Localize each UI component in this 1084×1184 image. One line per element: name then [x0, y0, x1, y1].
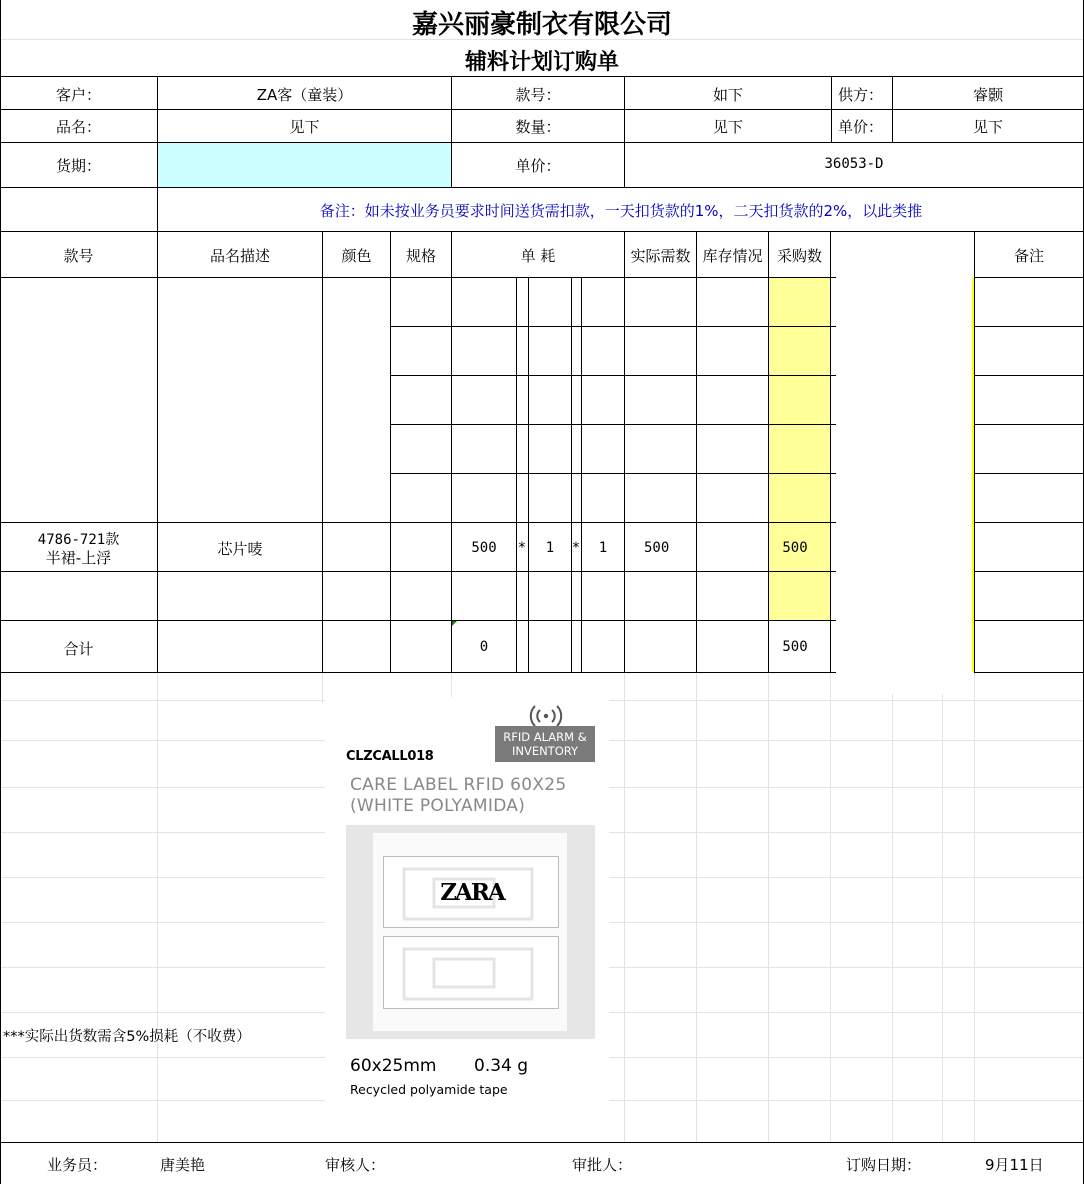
loss-note: ***实际出货数需含5%损耗（不收费）: [3, 1029, 251, 1045]
badge-line-1: RFID ALARM &: [503, 730, 587, 744]
quantity-label: 数量：: [515, 118, 561, 136]
item-style-no[interactable]: 4786-721款: [37, 532, 120, 548]
header-color: 颜色: [341, 247, 372, 265]
product-size: 60x25mm: [350, 1056, 437, 1076]
item-factor-1[interactable]: 1: [545, 540, 555, 556]
header-purchase: 采购数: [776, 247, 822, 265]
unit-price-label: 单价：: [838, 118, 884, 136]
label-photo: [346, 825, 595, 1039]
total-purchase: 500: [782, 639, 808, 655]
customer-label: 客户：: [55, 86, 101, 104]
product-image: [325, 697, 609, 1110]
customer-value[interactable]: ZA客（童装）: [256, 86, 353, 104]
product-value[interactable]: 见下: [289, 118, 320, 136]
quantity-value[interactable]: 见下: [712, 118, 743, 136]
style-value[interactable]: 如下: [712, 86, 743, 104]
delivery-label: 货期：: [55, 157, 101, 175]
label-tag-top: [383, 856, 559, 928]
brand-logo: ZARA: [440, 879, 504, 906]
product-weight: 0.34 g: [474, 1056, 529, 1076]
item-description[interactable]: 芯片唛: [217, 540, 263, 558]
supplier-value[interactable]: 睿颢: [972, 86, 1003, 104]
supplier-label: 供方：: [838, 86, 884, 104]
rfid-badge: [495, 726, 595, 762]
unit-price-label-2: 单价：: [515, 157, 561, 175]
cell-comment-marker: [452, 621, 457, 626]
salesperson-value[interactable]: 唐美艳: [160, 1156, 206, 1174]
product-label: 品名：: [55, 118, 101, 136]
salesperson-label: 业务员：: [47, 1156, 108, 1174]
product-title-line-2: (WHITE POLYAMIDA): [350, 796, 526, 816]
header-style-no: 款号: [63, 247, 94, 265]
header-spec: 规格: [405, 247, 436, 265]
badge-line-2: INVENTORY: [511, 744, 579, 758]
item-op-2: *: [571, 540, 581, 556]
item-actual-need[interactable]: 500: [644, 540, 670, 556]
item-factor-2[interactable]: 1: [598, 540, 608, 556]
item-quantity[interactable]: 500: [471, 540, 497, 556]
item-op-1: *: [517, 540, 527, 556]
header-remark: 备注: [1013, 247, 1044, 265]
product-material: Recycled polyamide tape: [350, 1082, 508, 1097]
purchase-column-fill: [769, 278, 830, 620]
delivery-date-cell[interactable]: [158, 143, 451, 187]
header-description: 品名描述: [209, 247, 270, 265]
approver-label: 审批人：: [572, 1156, 633, 1174]
product-code: CLZCALL018: [346, 749, 434, 764]
header-stock: 库存情况: [702, 247, 763, 265]
form-title: 辅料计划订购单: [464, 49, 619, 75]
total-label: 合计: [63, 640, 94, 658]
product-title-line-1: CARE LABEL RFID 60X25: [350, 775, 567, 795]
style-label: 款号：: [515, 86, 561, 104]
item-style-name[interactable]: 半裙-上浮: [45, 549, 112, 567]
order-date-label: 订购日期：: [846, 1156, 922, 1174]
header-actual-need: 实际需数: [630, 247, 691, 265]
header-consumption: 单 耗: [520, 247, 556, 265]
total-consumption: 0: [479, 639, 489, 655]
order-date-value[interactable]: 9月11日: [985, 1156, 1044, 1174]
unit-price-value-2[interactable]: 36053-D: [824, 156, 884, 172]
remark-note: 备注：如未按业务员要求时间送货需扣款，一天扣货款的1%，二天扣货款的2%，以此类推: [319, 202, 923, 220]
reviewer-label: 审核人：: [325, 1156, 386, 1174]
label-tag-bottom: [383, 936, 559, 1009]
company-name: 嘉兴丽豪制衣有限公司: [411, 10, 672, 40]
item-purchase[interactable]: 500: [782, 540, 808, 556]
unit-price-value[interactable]: 见下: [972, 118, 1003, 136]
